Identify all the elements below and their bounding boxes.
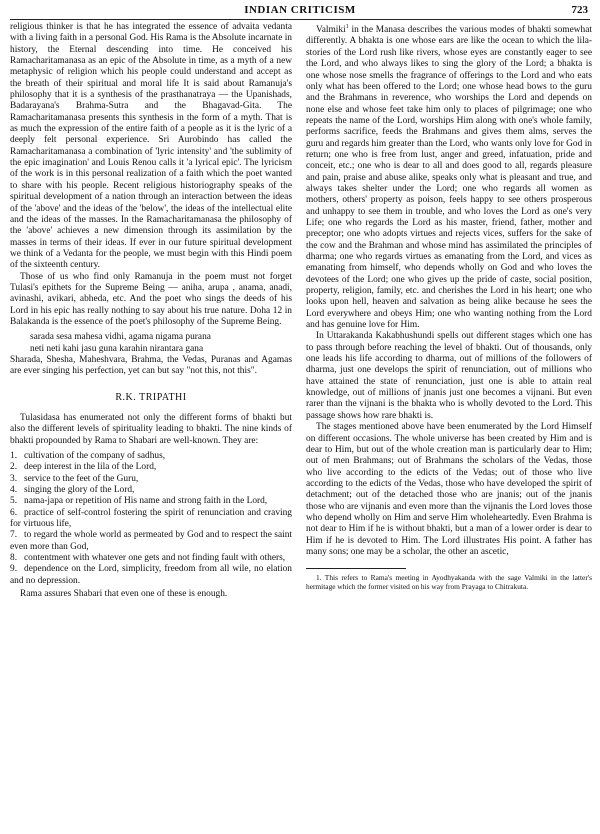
- paragraph: religious thinker is that he has integrated the essence of advaita vedanta with a living faith in a personal God. His Rama is the Absolute incarnate in history, the Eternal descending into time. He conceived his Ramacharitamanasa as an epic of the Absolute in time, as a myth of a new metaphysic of religion which his people could understand and accept as the breath of their spiritual and moral life It is said about Ramanuja's philosophy that it is a synthesis of the prasthanatraya — the Upanishads, Badarayana's Brahma-Sutra and the Bhagavad-Gita. The Ramacharitamanasa presents this synthesis in the form of a myth. That is as much the expression of the entire faith of a people as it is the lyric of a deeply felt personal experience. Sri Aurobindo has called the Ramacharitamanasa a combination of 'lyric intensity' and 'the sublimity of the epic imagination' and Louis Renou calls it 'a lyrical epic'. The lyricism of the work is in this personal realization of a faith which the poet wanted to share with his people. Recent religious historiography speaks of the spiritual development of a nation through an interaction between the ideas of the 'above' and the ideas of the 'below', the ideas of the intellectual elite and the ideas of the masses. In the Ramacharitamanasa the philosophy of the 'above' achieves a new dimension through its assimilation by the masses in terms of their ideas. If ever in our future spiritual development we think of a Vedanta for the people, we must begin with this Hindi poem of the sixteenth century.: [10, 22, 292, 271]
- header-rule: [10, 19, 590, 20]
- bhakti-kinds-list: [10, 451, 292, 587]
- doha-verse: [30, 332, 292, 355]
- running-title: INDIAN CRITICISM: [244, 4, 356, 16]
- list-item: 8. contentment with whatever one gets and not finding fault with others,: [10, 553, 286, 564]
- list-item: 9. dependence on the Lord, simplicity, freedom from all wile, no elation and no depression.: [10, 564, 292, 586]
- paragraph: Rama assures Shabari that even one of these is enough.: [20, 589, 228, 600]
- paragraph: The stages mentioned above have been enumerated by the Lord Himself on different occasions. The whole universe has been created by Him and is dear to Him, but out of the whole creation man is particularly dear to Him; out of men Brahmans; out of Brahmans the scholars of the Vedas, those who live according to the edicts of the Vedas; out of those who live according to the edicts of the Vedas, those who have developed the spirit of detachment; out of the detached those who are jnanis; out of the jnanis those who are vijnanis and even more than the vijnanis the Lord loves those who depend wholly on Him and serve Him wholeheartedly. Even Brahma is not dear to Him if he is without bhakti, but a man of a lower order is dear to Him if he is devoted to Him. The Lord illustrates His point. A father has many sons; one may be a scholar, the other an ascetic,: [306, 422, 592, 557]
- footnote-marker: 1: [345, 24, 349, 30]
- section-heading: R.K. TRIPATHI: [115, 391, 187, 403]
- verse-line: sarada sesa mahesa vidhi, agama nigama purana: [30, 332, 211, 343]
- list-item: 3. service to the feet of the Guru,: [10, 473, 139, 484]
- running-header: [0, 4, 600, 18]
- paragraph: Those of us who find only Ramanuja in the poem must not forget Tulasi's epithets for the Supreme Being — aniha, arupa , anama, anadi, avinashi, avikari, abheda, etc. And the poet who sings the deeds of his Lord in his epic has really nothing to say about his true nature. Doha 12 in Balakanda is the essence of the poet's philosophy of the Supreme Being.: [10, 271, 292, 327]
- right-column: [306, 22, 592, 591]
- list-item: 4. singing the glory of the Lord,: [10, 485, 135, 496]
- footnote: 1. This refers to Rama's meeting in Ayodhyakanda with the sage Valmiki in the latter's hermitage which the former visited on his way from Prayaga to Chitrakuta.: [306, 573, 592, 592]
- list-item: 6. practice of self-control fostering the spirit of renunciation and craving for virtuous life,: [10, 507, 292, 530]
- paragraph: In Uttarakanda Kakabhushundi spells out different stages which one has to pass through before reaching the level of bhakti. Out of thousands, only one leads his life according to dharma, out of millions of the followers of dharma, just one develops the spirit of renunciation, out of millions who have attained the state of renunciation, just one is able to attain real knowledge, out of millions of jnanis just one becomes a vijnani. But even rarer than the vijnani is the bhakta who is wholly devoted to the Lord. This passage shows how rare bhakti is.: [306, 331, 592, 421]
- paragraph: Valmiki$^1$ in the Manasa describes the various modes of bhakti somewhat differently. A bhakta is one whose ears are like the ocean to which the lila-stories of the Lord rush like rivers, whose eyes are constantly eager to see the Lord, and who always likes to sing the glory of the Lord; a bhakta is one whose nose smells the fragrance of offerings to the Lord and who eats only what has been offered to the Lord; one whose head bows to the guru and the Brahmans in reverence, who worships the Lord and depends on none else and whose feet take him only to places of pilgrimage; one who repeats the name of the Lord, worships Him along with one's whole family, performs sacrifice, feeds the Brahmans and gives them alms, serves the guru and regards him greater than the Lord, who wants only love for God in return; one who is free from lust, anger and greed, infatuation, pride and conceit, etc.; one who is dear to all and does good to all, regards pleasure and pain, praise and abuse alike, speaks only what is pleasant and true, and always takes shelter under the Lord; one who regards all women as mothers, others' property as poison, feels happy to see others prosperous and unhappy to see them in trouble, and who loves the Lord as one's very Life; one who regards the Lord as his master, friend, father, mother and preceptor; one who adopts virtues and rejects vices, suffers for the sake of the cow and the Brahman and whose mind has assimilated the principles of dharma; one who regards virtues as emanating from the Lord, and vices as emanating from himself, who depends wholly on God and who loves the devotees of the Lord; one who gives up the pride of caste, social position, property, religion, family, etc. and cherishes the Lord in his heart; one who looks upon hell, heaven and salvation as being alike because he sees the Lord everywhere and obeys Him; one who wanting nothing from the Lord and has genuine love for Him.: [306, 24, 592, 331]
- list-item: 1. cultivation of the company of sadhus,: [10, 451, 166, 462]
- list-item: 2. deep interest in the lila of the Lord,: [10, 462, 157, 473]
- footnote-rule: [306, 568, 406, 569]
- left-column: [10, 22, 292, 601]
- list-item: 5. nama-japa or repetition of His name and strong faith in the Lord,: [10, 496, 268, 507]
- verse-line: neti neti kahi jasu guna karahin nirantara gana: [30, 343, 204, 354]
- page-number: 723: [571, 4, 588, 16]
- paragraph: Sharada, Shesha, Maheshvara, Brahma, the Vedas, Puranas and Agamas are ever singing his perfection, yet can but say "not this, not this".: [10, 354, 292, 377]
- paragraph: Tulasidasa has enumerated not only the different forms of bhakti but also the different levels of spirituality leading to bhakti. The nine kinds of bhakti propounded by Rama to Shabari are well-known. They are:: [10, 413, 292, 446]
- list-item: 7. to regard the whole world as permeated by God and to respect the saint even more than God,: [10, 530, 292, 552]
